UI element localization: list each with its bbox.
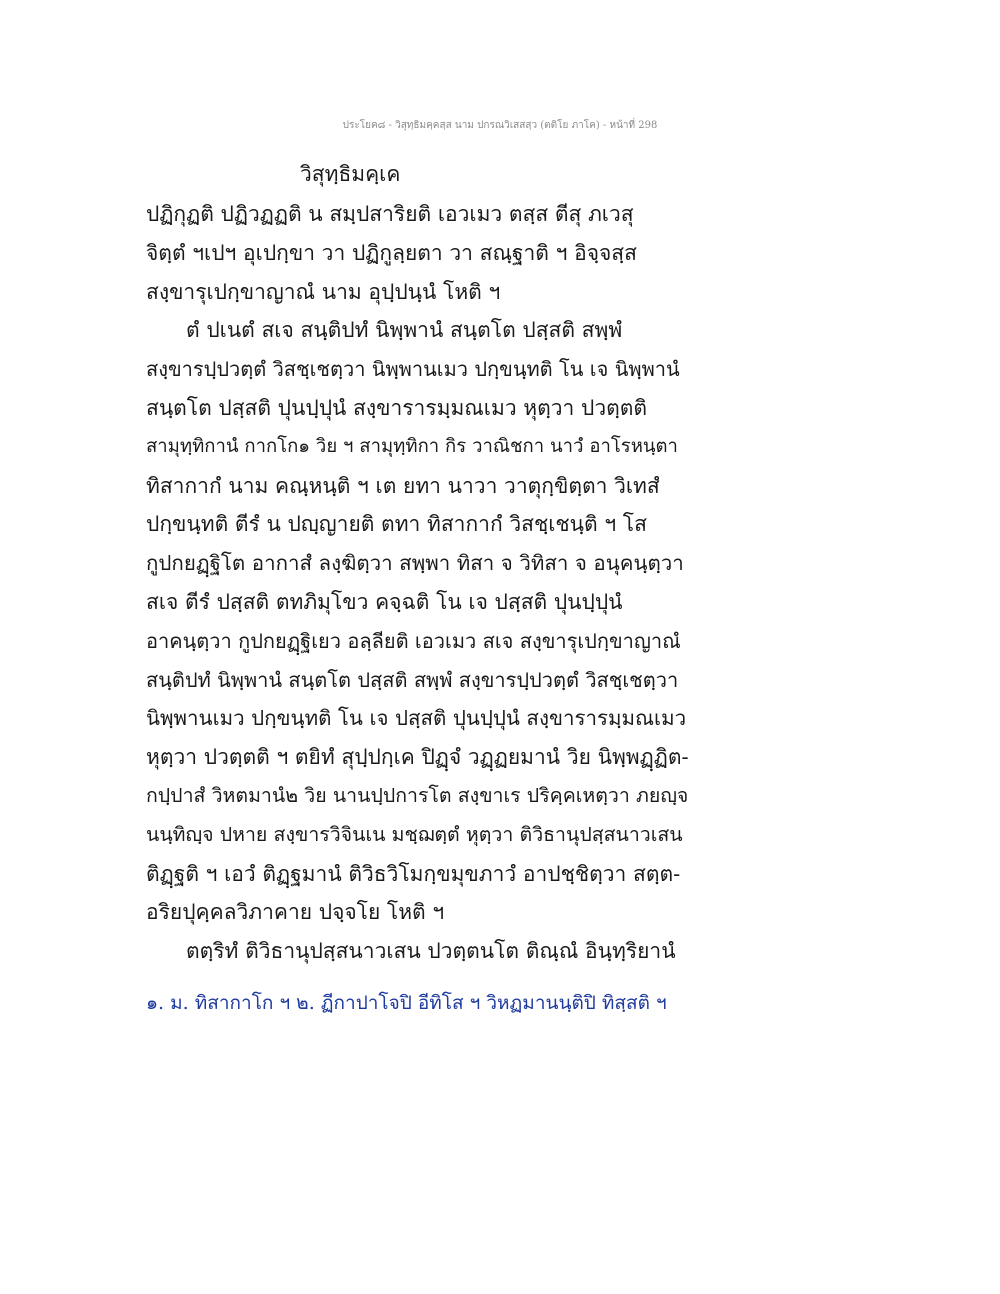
text-line: จิตฺตํ ฯเปฯ อุเปกฺขา วา ปฏิกูลฺยตา วา สณฺฐาติ ฯ อิจฺจสฺส [146,240,637,265]
text-line: ทิสากากํ นาม คณฺหนฺติ ฯ เต ยทา นาวา วาตุกฺขิตฺตา วิเทสํ [146,473,660,498]
body-text [146,195,691,971]
text-line: กูปกยฏฺฐิโต อากาสํ ลงฺฆิตฺวา สพฺพา ทิสา จ วิทิสา จ อนุคนฺตฺวา [146,551,684,576]
text-line: ปกฺขนฺทติ ตีรํ น ปญฺญายติ ตทา ทิสากากํ วิสชฺเชนฺติ ฯ โส [146,512,647,537]
text-line: อริยปุคฺคลวิภาคาย ปจฺจโย โหติ ฯ [146,900,445,925]
text-line: สงฺขารุเปกฺขาญาณํ นาม อุปฺปนฺนํ โหติ ฯ [146,279,501,304]
paragraph-start-line: ตํ ปเนตํ สเจ สนฺติปทํ นิพฺพานํ สนฺตโต ปสฺสติ สพฺพํ [186,318,623,343]
text-line: ปฏิกุฏติ ปฏิวฏฏติ น สมฺปสาริยติ เอวเมว ตสฺส ตีสุ ภเวสุ [146,202,634,226]
text-line: นิพฺพานเมว ปกฺขนฺทติ โน เจ ปสฺสติ ปุนปฺปุนํ สงฺขารารมฺมณเมว [146,706,687,731]
text-line: อาคนฺตฺวา กูปกยฏฺฐิเยว อลฺลียติ เอวเมว สเจ สงฺขารุเปกฺขาญาณํ [146,628,681,653]
text-line: สนฺติปทํ นิพฺพานํ สนฺตโต ปสฺสติ สพฺพํ สงฺขารปฺปวตฺตํ วิสชฺเชตฺวา [146,667,679,692]
text-line: ติฏฺฐติ ฯ เอวํ ติฏฺฐมานํ ติวิธวิโมกฺขมุขภาวํ อาปชฺชิตฺวา สตฺต- [146,861,681,886]
paragraph-start-line: ตตฺริทํ ติวิธานุปสฺสนาวเสน ปวตฺตนโต ติณฺณํ อินฺทฺริยานํ [186,939,676,964]
text-line: กปฺปาสํ วิหตมานํ๒ วิย นานปฺปการโต สงฺขาเร ปริคฺคเหตฺวา ภยญฺจ [146,783,689,807]
text-line: สงฺขารปฺปวตฺตํ วิสชฺเชตฺวา นิพฺพานเมว ปกฺขนฺทติ โน เจ นิพฺพานํ [146,357,680,382]
section-title: วิสุทฺธิมคฺเค [300,162,401,186]
footnote: ๑. ม. ทิสากาโก ฯ ๒. ฏีกาปาโจปิ อีทิโส ฯ วิหฏมานนฺติปิ ทิสฺสติ ฯ [146,992,667,1014]
text-line: สนฺตโต ปสฺสติ ปุนปฺปุนํ สงฺขารารมฺมณเมว หุตฺวา ปวตฺตติ [146,395,648,420]
text-line: นนฺทิญฺจ ปหาย สงฺขารวิจินเน มชฺฌตฺตํ หุตฺวา ติวิธานุปสฺสนาวเสน [146,822,683,846]
text-line: หุตฺวา ปวตฺตติ ฯ ตยิทํ สุปฺปกฺเค ปิฏฺจํ วฏฺฏยมานํ วิย นิพฺพฏฺฏิต- [146,745,689,770]
text-line: สามุทฺทิกานํ กากโก๑ วิย ฯ สามุทฺทิกา กิร วาณิชกา นาวํ อาโรหนฺตา [146,435,678,457]
text-line: สเจ ตีรํ ปสฺสติ ตทภิมุโขว คจฺฉติ โน เจ ปสฺสติ ปุนปฺปุนํ [146,589,623,614]
page-header: ประโยค๘ - วิสุทฺธิมคฺคสฺส นาม ปกรณวิเสสสฺว (ตติโย ภาโค) - หน้าที่ 298 [342,120,658,131]
